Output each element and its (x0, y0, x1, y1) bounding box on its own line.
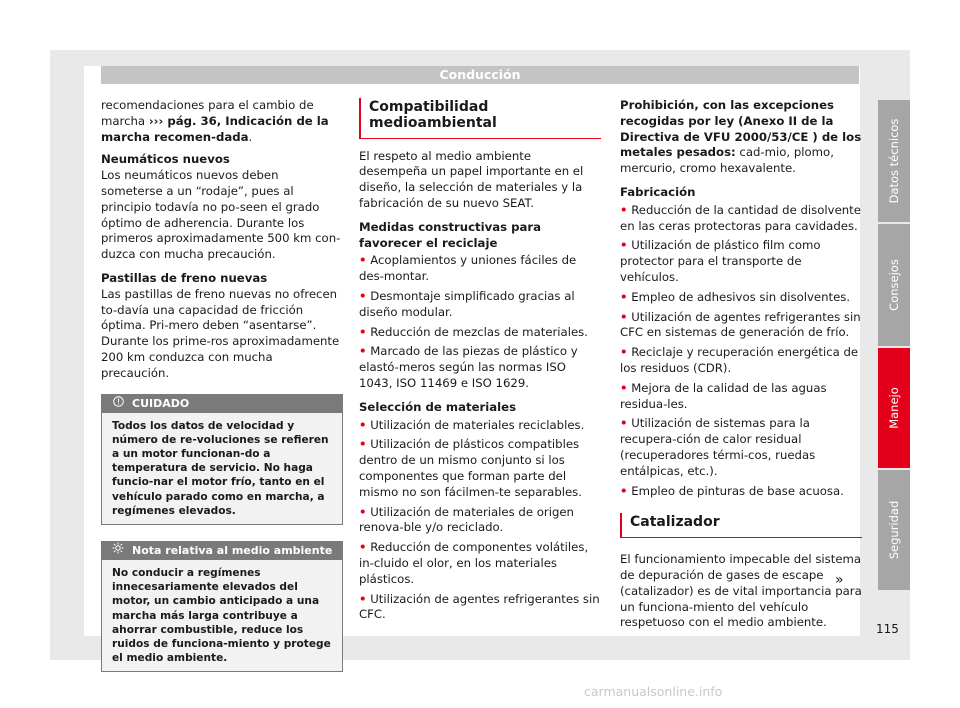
page-header: Conducción (101, 66, 859, 84)
tab-datos-tecnicos[interactable] (878, 100, 910, 222)
catalyst-text: El funcionamiento impecable del sistema de depuración de gases de escape (catalizador) es de vital importancia para un funciona-miento del vehículo respetuoso con el medio ambiente. (620, 552, 862, 630)
tab-label: Consejos (887, 259, 901, 311)
manufacturing-heading: Fabricación (620, 184, 696, 199)
environment-note-text: No conducir a regímenes innecesariamente elevados del motor, un cambio anticipado a una marcha más larga contribuye a ahorrar combustible, reduce los ruidos de funciona-miento y protege el medio ambiente. (112, 566, 331, 665)
recycling-heading: Medidas constructivas para favorecer el reciclaje (359, 219, 542, 250)
brake-pads-title: Pastillas de freno nuevas (101, 270, 268, 285)
new-tyres-title: Neumáticos nuevos (101, 152, 230, 167)
list-item-text: Utilización de materiales de origen renova-ble y/o reciclado. (359, 504, 574, 535)
list-item-text: Empleo de pinturas de base acuosa. (631, 483, 844, 498)
leaf-icon (112, 542, 124, 560)
list-item: • Utilización de materiales reciclables. (359, 417, 585, 432)
manufacturing-list (620, 203, 862, 500)
list-item-text: Reducción de componentes volátiles, in-cluido el olor, en los materiales plásticos. (359, 540, 589, 586)
list-item: • Utilización de sistemas para la recupera-ción de calor residual (recuperadores térmi-cos, ruedas entálpicas, etc.). (620, 416, 816, 478)
list-item-text: Utilización de sistemas para la recupera-ción de calor residual (recuperadores térmi-cos, ruedas entálpicas, etc.). (620, 416, 816, 478)
materials-heading: Selección de materiales (359, 399, 517, 414)
heavy-metals-text: cad-mio, plomo, mercurio, cromo hexavalente. (620, 145, 834, 176)
continued-arrow-icon: » (835, 572, 844, 588)
warning-circle-icon (112, 395, 124, 413)
environment-intro: El respeto al medio ambiente desempeña un papel importante en el diseño, la selección de materiales y la fabricación de su nuevo SEAT. (359, 148, 584, 210)
intro-text: recomendaciones para el cambio de marcha (101, 98, 314, 128)
list-item: • Empleo de pinturas de base acuosa. (620, 483, 844, 498)
list-item-text: Acoplamientos y uniones fáciles de des-montar. (359, 253, 577, 284)
page-reference-link[interactable]: ››› pág. 36, Indicación de la marcha recomen-dada (101, 113, 329, 144)
brake-pads-paragraph (101, 271, 343, 382)
list-item-text: Desmontaje simplificado gracias al diseño modular. (359, 288, 575, 319)
brake-pads-text: Las pastillas de freno nuevas no ofrecen to-davía una capacidad de fricción óptima. Pri-mero deben “asentarse”. Durante los prime-ros aproximadamente 200 km conduzca con mucha precaución. (101, 286, 340, 380)
list-item-text: Utilización de materiales reciclables. (370, 417, 585, 432)
list-item-text: Utilización de plástico film como protector para el transporte de vehículos. (620, 238, 821, 284)
section-title-environment: Compatibilidad medioambiental (359, 98, 601, 139)
tab-label: Datos técnicos (887, 118, 901, 204)
heavy-metals-bold: Prohibición, con las excepciones recogidas por ley (Anexo II de la Directiva de VFU 2000/53/CE ) de los metales pesados: (620, 98, 862, 160)
column-1 (101, 98, 343, 686)
list-item: • Reducción de la cantidad de disolvente en las ceras protectoras para cavidades. (620, 202, 861, 233)
materials-list (359, 418, 601, 624)
column-2 (359, 98, 601, 627)
list-item-text: Utilización de agentes refrigerantes sin CFC. (359, 591, 600, 622)
list-item-text: Marcado de las piezas de plástico y elastó-meros según las normas ISO 1043, ISO 11469 e ISO 1629. (359, 344, 578, 390)
list-item-text: Empleo de adhesivos sin disolventes. (631, 289, 851, 304)
list-item: • Reducción de mezclas de materiales. (359, 324, 588, 339)
tab-label: Manejo (887, 387, 901, 429)
tab-seguridad[interactable] (878, 470, 910, 590)
list-item: • Utilización de plástico film como protector para el transporte de vehículos. (620, 238, 821, 284)
new-tyres-text: Los neumáticos nuevos deben someterse a un “rodaje”, pues al principio todavía no po-seen el grado óptimo de adherencia. Durante los primeros aproximadamente 500 km con-duzca con mucha precaución. (101, 168, 341, 262)
list-item: • Utilización de agentes refrigerantes sin CFC. (359, 591, 600, 622)
list-item: • Empleo de adhesivos sin disolventes. (620, 289, 851, 304)
caution-text: Todos los datos de velocidad y número de re-voluciones se refieren a un motor funcionan-do a temperatura de servicio. No haga funcio-nar el motor frío, tanto en el vehículo parado como en marcha, a regímenes elevados. (112, 419, 329, 517)
environment-note-header (102, 542, 342, 560)
list-item: • Marcado de las piezas de plástico y elastó-meros según las normas ISO 1043, ISO 11469 e ISO 1629. (359, 344, 578, 390)
list-item-text: Reducción de la cantidad de disolvente en las ceras protectoras para cavidades. (620, 202, 861, 233)
intro-paragraph (101, 98, 343, 145)
environment-note-box (101, 541, 343, 672)
list-item-text: Utilización de plásticos compatibles dentro de un mismo conjunto si los componentes que forman parte del mismo no son fácilmen-te separables. (359, 437, 582, 499)
list-item: • Acoplamientos y uniones fáciles de des-montar. (359, 253, 577, 284)
caution-title: CUIDADO (132, 396, 190, 410)
environment-note-title: Nota relativa al medio ambiente (132, 543, 333, 557)
list-item-text: Utilización de agentes refrigerantes sin CFC en sistemas de generación de frío. (620, 309, 861, 340)
page-number: 115 (876, 622, 899, 636)
list-item: • Utilización de agentes refrigerantes sin CFC en sistemas de generación de frío. (620, 309, 861, 340)
list-item: • Mejora de la calidad de las aguas residua-les. (620, 380, 827, 411)
tab-consejos[interactable] (878, 224, 910, 346)
tab-manejo[interactable] (878, 348, 910, 468)
intro-end: . (248, 129, 253, 144)
list-item: • Reciclaje y recuperación energética de los residuos (CDR). (620, 345, 859, 375)
list-item-text: Reciclaje y recuperación energética de los residuos (CDR). (620, 345, 859, 375)
recycling-list (359, 253, 601, 391)
list-item: • Utilización de materiales de origen renova-ble y/o reciclado. (359, 504, 574, 535)
list-item: • Desmontaje simplificado gracias al diseño modular. (359, 288, 575, 319)
list-item: • Reducción de componentes volátiles, in-cluido el olor, en los materiales plásticos. (359, 540, 589, 586)
caution-header (102, 395, 342, 413)
section-title-catalyst: Catalizador (620, 513, 862, 538)
list-item-text: Mejora de la calidad de las aguas residua-les. (620, 380, 827, 411)
tab-label: Seguridad (887, 500, 901, 560)
column-3 (620, 98, 862, 638)
heavy-metals-paragraph (620, 98, 862, 177)
list-item-text: Reducción de mezclas de materiales. (370, 324, 588, 339)
caution-box (101, 394, 343, 525)
list-item: • Utilización de plásticos compatibles dentro de un mismo conjunto si los componentes que forman parte del mismo no son fácilmen-te separables. (359, 437, 582, 499)
watermark: carmanualsonline.info (584, 684, 723, 699)
new-tyres-paragraph (101, 152, 343, 263)
